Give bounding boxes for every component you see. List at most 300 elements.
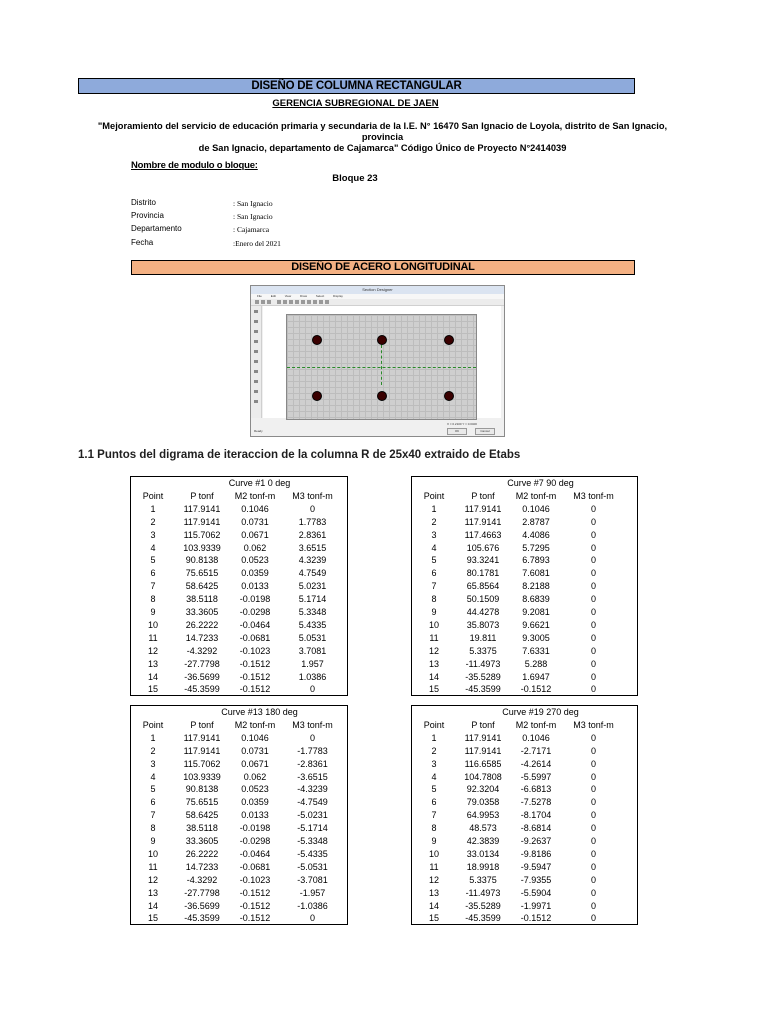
column-header: M2 tonf-m bbox=[234, 490, 276, 501]
table-cell: 0 bbox=[590, 568, 596, 579]
table-cell: 0.1046 bbox=[241, 732, 269, 743]
table-cell: 15 bbox=[428, 913, 439, 924]
screenshot-menu-item: Select bbox=[315, 294, 325, 298]
table-cell: -0.1512 bbox=[239, 658, 271, 669]
table-cell: -5.5904 bbox=[520, 887, 552, 898]
table-row bbox=[412, 606, 625, 619]
table-cell: 117.9141 bbox=[183, 745, 221, 756]
table-cell: 9 bbox=[150, 836, 156, 847]
table-row bbox=[412, 619, 625, 632]
table-cell: 0.062 bbox=[243, 542, 267, 553]
curve-table-13 bbox=[130, 705, 348, 925]
table-cell: -0.0298 bbox=[239, 836, 271, 847]
column-header: Point bbox=[142, 490, 164, 501]
table-cell: 0 bbox=[590, 516, 596, 527]
toolbar-icon bbox=[277, 300, 281, 304]
table-cell: 0.062 bbox=[243, 771, 267, 782]
table-cell: 117.9141 bbox=[464, 732, 502, 743]
table-row bbox=[131, 809, 344, 822]
table-cell: 0 bbox=[309, 684, 315, 695]
side-tool-icon bbox=[254, 370, 258, 373]
table-cell: 5 bbox=[150, 784, 156, 795]
table-row bbox=[412, 658, 625, 671]
table-cell: -45.3599 bbox=[465, 684, 501, 695]
table-cell: 9.6621 bbox=[522, 619, 550, 630]
header-row bbox=[131, 490, 344, 503]
screenshot-coords: X = 0.2100 Y = 0.0400 bbox=[447, 422, 477, 426]
table-cell: 5 bbox=[431, 784, 437, 795]
table-cell: 2.8787 bbox=[522, 516, 550, 527]
table-cell: 90.8138 bbox=[185, 784, 219, 795]
table-row bbox=[412, 848, 625, 861]
table-cell: -4.3292 bbox=[186, 645, 218, 656]
table-cell: 0 bbox=[590, 823, 596, 834]
table-row bbox=[131, 542, 344, 555]
table-cell: 14 bbox=[428, 900, 439, 911]
table-cell: -1.957 bbox=[299, 887, 326, 898]
table-row bbox=[412, 542, 625, 555]
table-cell: 10 bbox=[147, 848, 158, 859]
toolbar-icon bbox=[307, 300, 311, 304]
table-row bbox=[131, 683, 344, 696]
table-cell: -11.4973 bbox=[465, 887, 501, 898]
table-cell: 116.6585 bbox=[464, 758, 502, 769]
table-row bbox=[412, 632, 625, 645]
subsection-title: 1.1 Puntos del digrama de iteraccion de la columna R de 25x40 extraido de Etabs bbox=[78, 449, 521, 461]
section-title: DISEÑO DE ACERO LONGITUDINAL bbox=[131, 260, 635, 275]
table-cell: -0.0681 bbox=[239, 861, 271, 872]
column-header: M3 tonf-m bbox=[292, 719, 333, 730]
column-header: M2 tonf-m bbox=[515, 719, 557, 730]
screenshot-window-title: Section Designer bbox=[251, 286, 504, 294]
table-row bbox=[131, 580, 344, 593]
table-cell: 5 bbox=[150, 555, 156, 566]
table-row bbox=[131, 632, 344, 645]
table-cell: 12 bbox=[428, 645, 439, 656]
caption-row bbox=[412, 706, 625, 719]
table-row bbox=[131, 900, 344, 913]
table-cell: 14.7233 bbox=[185, 861, 219, 872]
table-cell: 3 bbox=[431, 758, 437, 769]
document-title: DISEÑO DE COLUMNA RECTANGULAR bbox=[78, 78, 635, 94]
table-row bbox=[412, 745, 625, 758]
table-row bbox=[131, 503, 344, 516]
table-row bbox=[412, 554, 625, 567]
table-cell: 5.288 bbox=[524, 658, 548, 669]
table-cell: -6.6813 bbox=[520, 784, 552, 795]
table-cell: 12 bbox=[147, 874, 158, 885]
info-value-distrito: : San Ignacio bbox=[233, 199, 273, 208]
table-cell: 9.2081 bbox=[522, 607, 550, 618]
table-cell: -0.0198 bbox=[239, 594, 271, 605]
table-cell: -4.3239 bbox=[297, 784, 328, 795]
table-cell: 2 bbox=[150, 516, 156, 527]
table-cell: 0.0523 bbox=[241, 784, 269, 795]
table-cell: 104.7808 bbox=[464, 771, 502, 782]
table-cell: 6 bbox=[150, 797, 156, 808]
table-cell: -8.6814 bbox=[520, 823, 552, 834]
table-cell: 0.0671 bbox=[241, 529, 269, 540]
table-row bbox=[412, 758, 625, 771]
table-cell: 4.7549 bbox=[298, 568, 327, 579]
table-cell: -4.2614 bbox=[520, 758, 552, 769]
table-row bbox=[131, 671, 344, 684]
table-cell: -7.5278 bbox=[520, 797, 552, 808]
table-row bbox=[131, 593, 344, 606]
table-cell: 9 bbox=[431, 836, 437, 847]
table-row bbox=[412, 835, 625, 848]
table-cell: 0 bbox=[590, 671, 596, 682]
column-header: M3 tonf-m bbox=[573, 719, 614, 730]
project-line-1: "Mejoramiento del servicio de educación primaria y secundaria de la I.E. N° 16470 San Ignacio de Loyola, distrito de San Ignacio, provincia bbox=[97, 121, 668, 142]
table-cell: 0 bbox=[309, 732, 315, 743]
table-cell: 48.573 bbox=[469, 823, 497, 834]
table-cell: 9 bbox=[150, 607, 156, 618]
table-cell: 14.7233 bbox=[185, 632, 219, 643]
table-cell: 11 bbox=[429, 861, 439, 872]
table-cell: 79.0358 bbox=[466, 797, 500, 808]
table-cell: 8 bbox=[431, 594, 437, 605]
column-header: P tonf bbox=[190, 490, 214, 501]
table-cell: 4 bbox=[431, 542, 437, 553]
table-cell: -1.9971 bbox=[520, 900, 552, 911]
screenshot-ok-button: OK bbox=[447, 428, 467, 435]
toolbar-icon bbox=[325, 300, 329, 304]
table-cell: 117.9141 bbox=[464, 516, 502, 527]
table-cell: 0 bbox=[590, 619, 596, 630]
screenshot-menu-item: Display bbox=[333, 294, 343, 298]
table-cell: 5.1714 bbox=[298, 594, 327, 605]
table-cell: 0.0731 bbox=[241, 745, 269, 756]
table-cell: -1.0386 bbox=[297, 900, 328, 911]
side-tool-icon bbox=[254, 400, 258, 403]
side-tool-icon bbox=[254, 340, 258, 343]
table-row bbox=[131, 783, 344, 796]
table-row bbox=[412, 567, 625, 580]
table-cell: -2.7171 bbox=[520, 745, 552, 756]
table-cell: 5.4335 bbox=[298, 619, 327, 630]
table-row bbox=[412, 796, 625, 809]
table-cell: 0 bbox=[590, 594, 596, 605]
table-cell: 1.7783 bbox=[298, 516, 327, 527]
table-cell: 12 bbox=[147, 645, 158, 656]
table-row bbox=[412, 861, 625, 874]
table-row bbox=[131, 835, 344, 848]
table-cell: 2 bbox=[150, 745, 156, 756]
toolbar-icon bbox=[301, 300, 305, 304]
table-cell: 117.9141 bbox=[464, 745, 502, 756]
table-cell: 6 bbox=[431, 568, 437, 579]
table-cell: 0.1046 bbox=[241, 503, 269, 514]
table-cell: -0.0464 bbox=[239, 619, 271, 630]
table-cell: 5.0231 bbox=[298, 581, 327, 592]
rebar-dot bbox=[377, 391, 387, 401]
table-row bbox=[412, 683, 625, 696]
table-cell: 10 bbox=[147, 619, 158, 630]
toolbar-icon bbox=[313, 300, 317, 304]
table-cell: -0.0298 bbox=[239, 607, 271, 618]
table-row bbox=[412, 732, 625, 745]
table-cell: 0.0359 bbox=[241, 797, 269, 808]
axis-vertical bbox=[381, 345, 382, 385]
table-cell: 1 bbox=[150, 503, 156, 514]
caption-spacer bbox=[131, 477, 175, 490]
toolbar-icon bbox=[261, 300, 265, 304]
table-cell: 26.2222 bbox=[185, 848, 219, 859]
table-row bbox=[131, 554, 344, 567]
table-cell: 8 bbox=[150, 594, 156, 605]
table-cell: 117.9141 bbox=[183, 732, 221, 743]
toolbar-icon bbox=[295, 300, 299, 304]
table-row bbox=[412, 900, 625, 913]
table-row bbox=[412, 912, 625, 925]
table-cell: 0 bbox=[590, 645, 596, 656]
curve-table bbox=[412, 477, 625, 696]
table-cell: 14 bbox=[428, 671, 439, 682]
table-caption: Curve #19 270 deg bbox=[502, 707, 579, 718]
table-cell: 117.4663 bbox=[464, 529, 502, 540]
table-cell: -9.2637 bbox=[520, 836, 552, 847]
table-cell: 0 bbox=[590, 771, 596, 782]
table-cell: -35.5289 bbox=[465, 671, 501, 682]
table-cell: 58.6425 bbox=[185, 581, 219, 592]
table-cell: 13 bbox=[147, 887, 158, 898]
screenshot-menu-item: Edit bbox=[270, 294, 276, 298]
table-cell: 15 bbox=[147, 913, 158, 924]
table-cell: -1.7783 bbox=[297, 745, 328, 756]
table-cell: -45.3599 bbox=[465, 913, 501, 924]
table-cell: 4 bbox=[150, 542, 156, 553]
table-row bbox=[412, 771, 625, 784]
table-cell: 44.4278 bbox=[466, 607, 500, 618]
toolbar-icon bbox=[255, 300, 259, 304]
table-row bbox=[131, 848, 344, 861]
column-section bbox=[286, 314, 477, 420]
table-cell: 0.0133 bbox=[241, 581, 269, 592]
column-header: Point bbox=[423, 490, 445, 501]
table-cell: 33.3605 bbox=[185, 607, 219, 618]
table-cell: 3.6515 bbox=[298, 542, 327, 553]
table-cell: 0.1046 bbox=[522, 503, 550, 514]
table-cell: 0 bbox=[590, 745, 596, 756]
table-cell: 4.3239 bbox=[298, 555, 327, 566]
screenshot-side-toolbar bbox=[251, 306, 262, 418]
column-header: P tonf bbox=[190, 719, 214, 730]
caption-spacer bbox=[412, 706, 456, 719]
table-cell: 117.9141 bbox=[183, 516, 221, 527]
table-cell: -9.5947 bbox=[520, 861, 552, 872]
table-cell: 33.3605 bbox=[185, 836, 219, 847]
table-cell: 4 bbox=[150, 771, 156, 782]
table-cell: 7 bbox=[431, 581, 437, 592]
table-cell: 19.811 bbox=[469, 632, 497, 643]
screenshot-menu-item: File bbox=[257, 294, 262, 298]
table-cell: 8 bbox=[431, 823, 437, 834]
side-tool-icon bbox=[254, 310, 258, 313]
table-cell: 38.5118 bbox=[186, 823, 218, 834]
table-cell: -5.4335 bbox=[297, 848, 328, 859]
table-cell: 15 bbox=[147, 684, 158, 695]
table-cell: 0 bbox=[590, 810, 596, 821]
table-cell: 93.3241 bbox=[466, 555, 500, 566]
table-cell: -0.1023 bbox=[239, 874, 271, 885]
header-row bbox=[412, 490, 625, 503]
table-caption: Curve #1 0 deg bbox=[228, 478, 291, 489]
table-cell: -0.1512 bbox=[239, 671, 271, 682]
table-cell: 50.1509 bbox=[466, 594, 500, 605]
table-row bbox=[131, 796, 344, 809]
table-cell: -0.0681 bbox=[239, 632, 271, 643]
table-cell: -36.5699 bbox=[184, 900, 220, 911]
table-row bbox=[412, 809, 625, 822]
table-cell: -0.1512 bbox=[239, 887, 271, 898]
table-cell: 117.9141 bbox=[183, 503, 221, 514]
header-row bbox=[131, 719, 344, 732]
table-row bbox=[131, 529, 344, 542]
table-cell: 2 bbox=[431, 745, 437, 756]
table-cell: -0.1512 bbox=[239, 684, 271, 695]
screenshot-canvas bbox=[263, 306, 501, 418]
table-cell: 13 bbox=[428, 658, 439, 669]
table-row bbox=[131, 658, 344, 671]
caption-row bbox=[412, 477, 625, 490]
table-cell: 115.7062 bbox=[183, 529, 221, 540]
toolbar-icon bbox=[289, 300, 293, 304]
table-cell: 1.6947 bbox=[522, 671, 550, 682]
table-cell: 42.3839 bbox=[466, 836, 500, 847]
column-header: Point bbox=[423, 719, 445, 730]
table-cell: 1 bbox=[431, 503, 437, 514]
project-line-2: de San Ignacio, departamento de Cajamarca" Código Único de Proyecto N°2414039 bbox=[198, 143, 567, 153]
info-label-departamento: Departamento bbox=[131, 224, 182, 233]
table-cell: 5.3348 bbox=[298, 607, 327, 618]
table-row bbox=[131, 912, 344, 925]
table-cell: 0 bbox=[590, 887, 596, 898]
table-cell: -35.5289 bbox=[465, 900, 501, 911]
table-cell: -27.7798 bbox=[184, 887, 220, 898]
caption-spacer bbox=[131, 706, 175, 719]
table-cell: 0 bbox=[590, 836, 596, 847]
table-cell: 0.0523 bbox=[241, 555, 269, 566]
table-cell: -45.3599 bbox=[184, 684, 220, 695]
table-cell: 3 bbox=[150, 758, 156, 769]
table-cell: 35.8073 bbox=[466, 619, 500, 630]
side-tool-icon bbox=[254, 330, 258, 333]
toolbar-icon bbox=[267, 300, 271, 304]
info-label-fecha: Fecha bbox=[131, 238, 154, 247]
table-cell: 6.7893 bbox=[522, 555, 550, 566]
table-cell: 0 bbox=[590, 555, 596, 566]
caption-row bbox=[131, 706, 344, 719]
table-cell: 0 bbox=[590, 848, 596, 859]
table-cell: -0.0464 bbox=[239, 848, 271, 859]
table-cell: 3 bbox=[431, 529, 437, 540]
table-row bbox=[131, 874, 344, 887]
table-cell: 105.676 bbox=[466, 542, 500, 553]
table-cell: 4 bbox=[431, 771, 437, 782]
document-subtitle: GERENCIA SUBREGIONAL DE JAEN bbox=[272, 98, 439, 109]
table-cell: 1.0386 bbox=[298, 671, 327, 682]
table-cell: 7.6081 bbox=[522, 568, 550, 579]
table-cell: -5.1714 bbox=[297, 823, 328, 834]
table-row bbox=[131, 645, 344, 658]
table-cell: 0.0133 bbox=[241, 810, 269, 821]
rebar-dot bbox=[377, 335, 387, 345]
table-cell: 38.5118 bbox=[186, 594, 218, 605]
table-cell: 5.3375 bbox=[469, 645, 497, 656]
table-cell: 11 bbox=[429, 632, 439, 643]
table-cell: 8.2188 bbox=[522, 581, 550, 592]
table-cell: 0.0359 bbox=[241, 568, 269, 579]
table-cell: 0 bbox=[590, 529, 596, 540]
table-cell: 92.3204 bbox=[466, 784, 500, 795]
table-cell: 6 bbox=[431, 797, 437, 808]
table-cell: -45.3599 bbox=[184, 913, 220, 924]
table-cell: 10 bbox=[428, 848, 439, 859]
table-cell: 26.2222 bbox=[185, 619, 219, 630]
table-cell: 7 bbox=[431, 810, 437, 821]
table-cell: -5.3348 bbox=[297, 836, 328, 847]
curve-table-19 bbox=[411, 705, 638, 925]
table-cell: 13 bbox=[147, 658, 158, 669]
table-cell: -7.9355 bbox=[520, 874, 552, 885]
column-header: M3 tonf-m bbox=[292, 490, 333, 501]
table-cell: -8.1704 bbox=[520, 810, 552, 821]
table-cell: 11 bbox=[148, 632, 158, 643]
table-cell: 0 bbox=[590, 503, 596, 514]
curve-table-7 bbox=[411, 476, 638, 696]
table-cell: -4.3292 bbox=[186, 874, 218, 885]
rebar-dot bbox=[444, 335, 454, 345]
curve-table bbox=[131, 706, 344, 925]
table-row bbox=[131, 822, 344, 835]
project-description bbox=[80, 121, 685, 154]
column-header: M3 tonf-m bbox=[573, 490, 614, 501]
table-cell: 1 bbox=[150, 732, 156, 743]
column-header: P tonf bbox=[471, 490, 495, 501]
table-cell: 0 bbox=[309, 503, 315, 514]
table-cell: 10 bbox=[428, 619, 439, 630]
table-row bbox=[131, 861, 344, 874]
table-cell: 0 bbox=[590, 632, 596, 643]
table-cell: 5.0531 bbox=[298, 632, 327, 643]
toolbar-icon bbox=[319, 300, 323, 304]
table-cell: 0.1046 bbox=[522, 732, 550, 743]
header-row bbox=[412, 719, 625, 732]
table-row bbox=[412, 529, 625, 542]
table-row bbox=[412, 580, 625, 593]
table-cell: 75.6515 bbox=[185, 797, 219, 808]
screenshot-menu-item: View bbox=[284, 294, 292, 298]
caption-row bbox=[131, 477, 344, 490]
table-cell: 12 bbox=[428, 874, 439, 885]
info-label-distrito: Distrito bbox=[131, 198, 156, 207]
table-row bbox=[412, 874, 625, 887]
table-cell: -3.7081 bbox=[297, 874, 328, 885]
table-row bbox=[412, 671, 625, 684]
table-caption: Curve #7 90 deg bbox=[507, 478, 574, 489]
table-row bbox=[131, 745, 344, 758]
table-cell: 0.0731 bbox=[241, 516, 269, 527]
module-name: Bloque 23 bbox=[332, 173, 378, 184]
table-cell: 115.7062 bbox=[183, 758, 221, 769]
table-cell: 0 bbox=[590, 542, 596, 553]
screenshot-menu-item: Draw bbox=[300, 294, 308, 298]
table-cell: -36.5699 bbox=[184, 671, 220, 682]
table-cell: 15 bbox=[428, 684, 439, 695]
table-cell: -5.0531 bbox=[297, 861, 328, 872]
table-cell: 14 bbox=[147, 671, 158, 682]
